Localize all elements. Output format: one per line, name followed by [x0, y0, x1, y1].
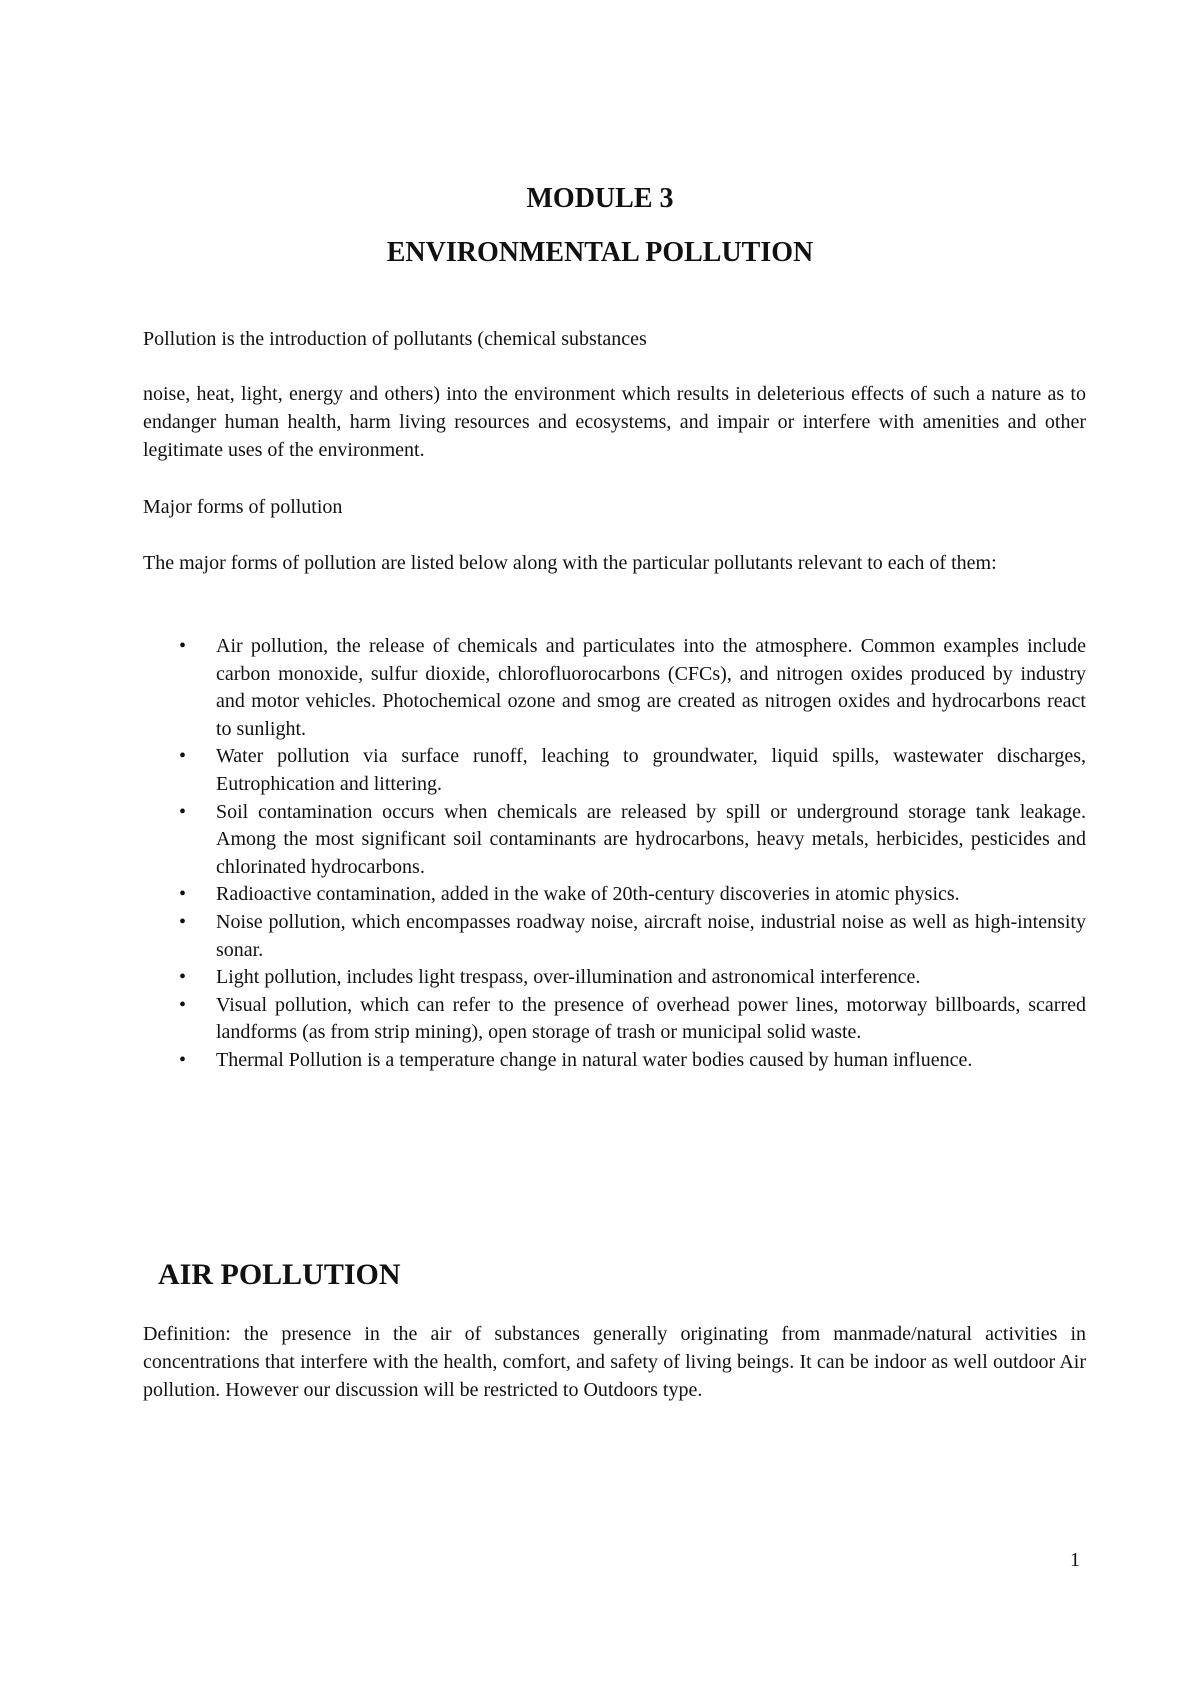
bullet-icon: • [179, 800, 187, 823]
list-item-text: Visual pollution, which can refer to the presence of overhead power lines, motorway billboards, scarred landforms (as from strip mining), open storage of trash or municipal solid waste. [216, 993, 1086, 1044]
list-item-light-pollution [179, 964, 1086, 992]
bullet-icon: • [179, 883, 187, 906]
list-item-text: Air pollution, the release of chemicals and particulates into the atmosphere. Common examples include carbon monoxide, sulfur dioxide, chlorofluorocarbons (CFCs), and nitrogen oxides produced by industry and motor vehicles. Photochemical ozone and smog are created as nitrogen oxides and hydrocarbons react to sunlight. [216, 635, 1086, 740]
pollution-forms-list [0, 633, 1200, 1075]
major-forms-heading: Major forms of pollution [143, 496, 343, 518]
intro-paragraph: noise, heat, light, energy and others) into the environment which results in deleterious effects of such a nature as to endanger human health, harm living resources and ecosystems, and impair or interfere with amenities and other legitimate uses of the environment. [143, 383, 1086, 461]
bullet-icon: • [179, 910, 187, 933]
list-item-air-pollution [179, 633, 1086, 743]
list-item-text: Water pollution via surface runoff, leaching to groundwater, liquid spills, wastewater discharges, Eutrophication and littering. [216, 745, 1086, 795]
air-pollution-definition: Definition: the presence in the air of substances generally originating from manmade/natural activities in concentrations that interfere with the health, comfort, and safety of living beings. It can be indoor as well outdoor Air pollution. However our discussion will be restricted to Outdoors type. [143, 1323, 1086, 1401]
intro-paragraph-line: Pollution is the introduction of pollutants (chemical substances [143, 328, 647, 350]
list-item-visual-pollution [179, 992, 1086, 1047]
list-item-radioactive-contamination [179, 881, 1086, 909]
bullet-icon: • [179, 993, 187, 1016]
bullet-icon: • [179, 745, 187, 768]
page-number: 1 [1070, 1549, 1080, 1571]
list-item-text: Radioactive contamination, added in the wake of 20th-century discoveries in atomic physics. [216, 883, 960, 906]
list-item-text: Thermal Pollution is a temperature change in natural water bodies caused by human influence. [216, 1048, 973, 1071]
bullet-icon: • [179, 1048, 187, 1071]
list-item-text: Soil contamination occurs when chemicals are released by spill or underground storage tank leakage. Among the most significant soil contaminants are hydrocarbons, heavy metals, herbicides, pesticides and chlorinated hydrocarbons. [216, 800, 1086, 878]
document-title: ENVIRONMENTAL POLLUTION [386, 237, 814, 268]
list-item-thermal-pollution [179, 1047, 1086, 1075]
bullet-icon: • [179, 966, 187, 989]
module-number-heading: MODULE 3 [526, 183, 674, 214]
list-item-soil-contamination [179, 799, 1086, 882]
list-item-text: Light pollution, includes light trespass, over-illumination and astronomical interference. [216, 966, 921, 989]
list-item-water-pollution [179, 743, 1086, 798]
major-forms-text: The major forms of pollution are listed below along with the particular pollutants relevant to each of them: [143, 552, 997, 574]
list-item-noise-pollution [179, 909, 1086, 964]
air-pollution-heading: AIR POLLUTION [158, 1258, 401, 1291]
list-item-text: Noise pollution, which encompasses roadway noise, aircraft noise, industrial noise as well as high-intensity sonar. [216, 910, 1086, 961]
bullet-icon: • [179, 635, 187, 657]
